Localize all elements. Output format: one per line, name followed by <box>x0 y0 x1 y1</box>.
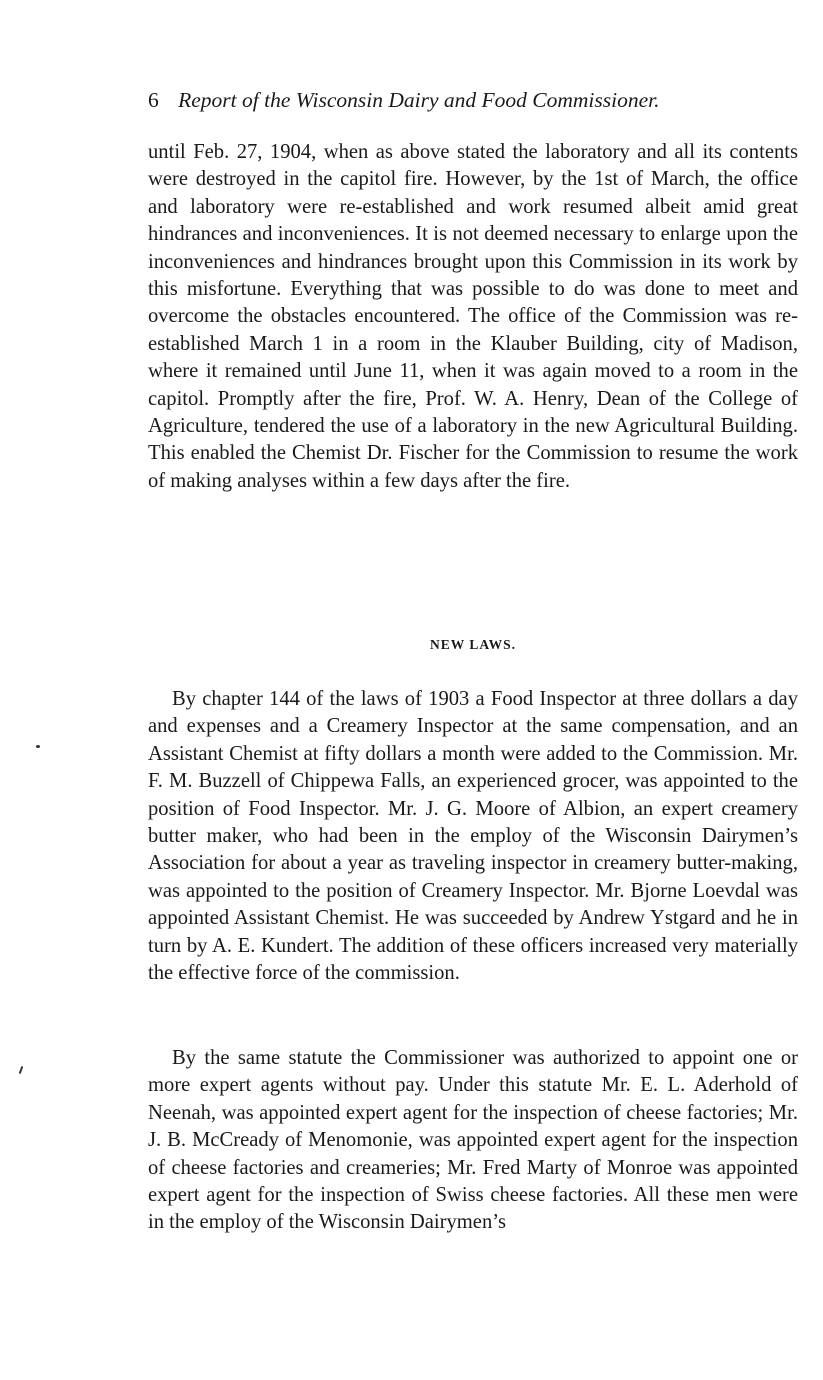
paragraph-statute: By the same statute the Commissioner was authorized to appoint one or more expert agents without pay. Under this statute Mr. E. L. Aderhold of Neenah, was appointed expert agent for the inspection of cheese factories; Mr. J. B. McCready of Menomonie, was appointed expert agent for the inspection of cheese factories and creameries; Mr. Fred Marty of Monroe was appointed expert agent for the inspection of Swiss cheese factories. All these men were in the employ of the Wisconsin Dairymen’s <box>148 1047 798 1234</box>
scan-speck-mark <box>19 1066 24 1074</box>
running-head <box>148 88 798 113</box>
page-number: 6 <box>148 88 159 112</box>
paragraph-new-laws: By chapter 144 of the laws of 1903 a Food Inspector at three dollars a day and expenses and a Creamery Inspector at the same compensation, and an Assistant Chemist at fifty dollars a month were added to the Commission. Mr. F. M. Buzzell of Chippewa Falls, an experienced grocer, was appointed to the position of Food Inspector. Mr. J. G. Moore of Albion, an expert creamery butter maker, who had been in the employ of the Wisconsin Dairymen’s Association for about a year as traveling inspector in creamery butter-making, was appointed to the position of Creamery Inspector. Mr. Bjorne Loevdal was appointed Assistant Chemist. He was succeeded by Andrew Ystgard and he in turn by A. E. Kundert. The addition of these officers increased very materially the effective force of the commission. <box>148 688 798 985</box>
paragraph-intro: until Feb. 27, 1904, when as above stated the laboratory and all its contents were destroyed in the capitol fire. However, by the 1st of March, the office and laboratory were re-established and work resumed albeit amid great hindrances and inconveniences. It is not deemed necessary to enlarge upon the inconveniences and hindrances brought upon this Commission in its work by this misfortune. Everything that was possible to do was done to meet and overcome the obstacles encountered. The office of the Commission was re-established March 1 in a room in the Klauber Building, city of Madison, where it remained until June 11, when it was again moved to a room in the capitol. Promptly after the fire, Prof. W. A. Henry, Dean of the College of Agriculture, tendered the use of a laboratory in the new Agricultural Building. This enabled the Chemist Dr. Fischer for the Commission to resume the work of making analyses within a few days after the fire. <box>148 141 798 492</box>
section-heading-new-laws: NEW LAWS. <box>429 637 517 652</box>
running-title: Report of the Wisconsin Dairy and Food Commissioner. <box>178 88 660 112</box>
scan-speck-mark <box>36 745 40 748</box>
